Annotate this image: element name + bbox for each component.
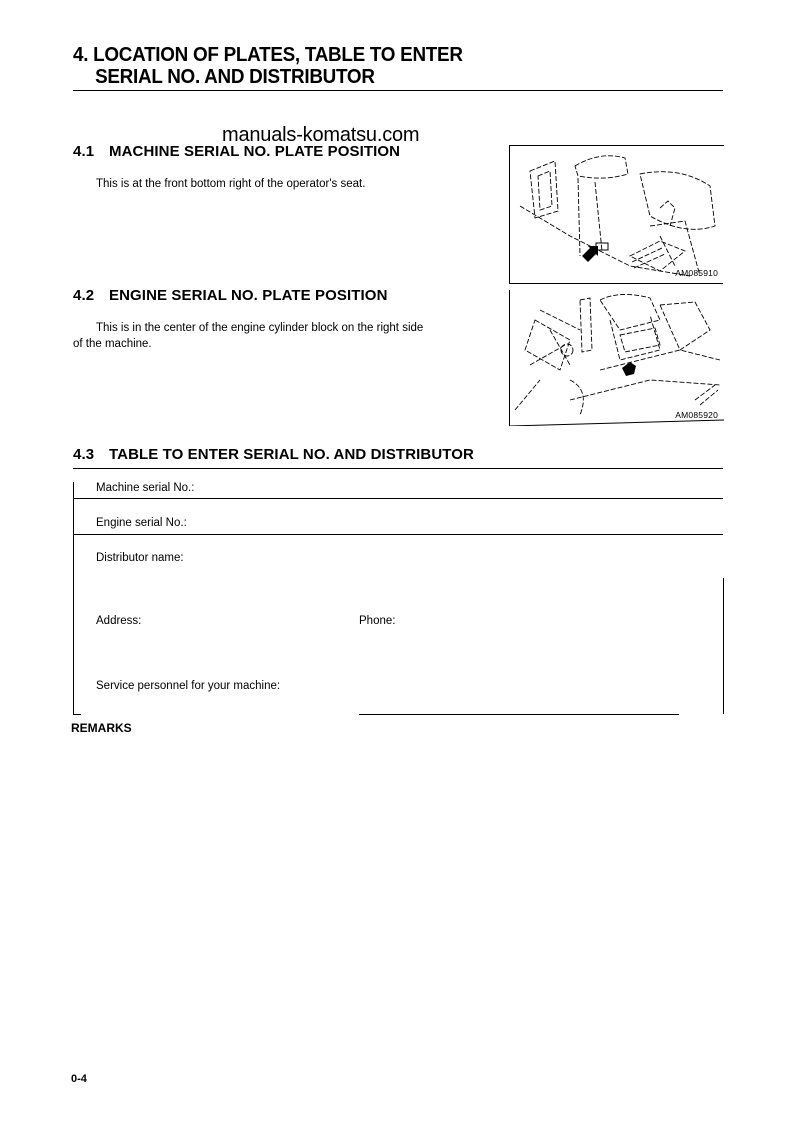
page-number: 0-4 <box>71 1073 87 1085</box>
figure-bottom-rule <box>509 283 723 284</box>
address-field[interactable] <box>96 631 346 671</box>
form-right-border <box>723 578 724 714</box>
service-personnel-label: Service personnel for your machine: <box>96 680 281 692</box>
section-heading-text: TABLE TO ENTER SERIAL NO. AND DISTRIBUTOR <box>109 446 474 463</box>
form-left-border <box>73 482 74 714</box>
page-title-line1: 4. LOCATION OF PLATES, TABLE TO ENTER <box>73 43 463 66</box>
machine-serial-label: Machine serial No.: <box>96 482 195 494</box>
machine-serial-rule <box>73 498 723 499</box>
service-personnel-field[interactable] <box>340 676 710 712</box>
engine-block-illustration-icon <box>510 290 724 426</box>
distributor-name-label: Distributor name: <box>96 552 184 564</box>
section-number: 4.3 <box>73 446 95 463</box>
phone-label: Phone: <box>359 615 396 627</box>
section-4-2-body <box>73 320 423 352</box>
figure-label: AM085920 <box>675 410 718 420</box>
engine-serial-rule <box>73 534 723 535</box>
section-4-2-body-line1: This is in the center of the engine cylinder block on the right side <box>96 322 424 334</box>
form-top-rule <box>73 468 723 469</box>
address-label: Address: <box>96 615 142 627</box>
distributor-name-field[interactable] <box>96 568 710 608</box>
page-title-line2: SERIAL NO. AND DISTRIBUTOR <box>95 65 375 88</box>
section-4-2-body-line2: of the machine. <box>73 338 152 350</box>
watermark: manuals-komatsu.com <box>222 124 420 146</box>
engine-serial-plate-figure <box>509 290 724 426</box>
section-4-1-body: This is at the front bottom right of the operator's seat. <box>96 178 366 190</box>
section-4-2-heading <box>73 287 388 304</box>
form-bottom-left-tick <box>73 714 81 715</box>
title-divider <box>73 90 723 91</box>
section-heading-text: MACHINE SERIAL NO. PLATE POSITION <box>109 143 401 160</box>
remarks-heading: REMARKS <box>71 721 132 735</box>
page-title <box>73 44 463 88</box>
operator-seat-illustration-icon <box>510 146 724 284</box>
machine-serial-plate-figure <box>509 145 724 284</box>
section-heading-text: ENGINE SERIAL NO. PLATE POSITION <box>109 287 388 304</box>
section-number: 4.1 <box>73 143 95 160</box>
figure-label: AM085910 <box>675 268 718 278</box>
service-personnel-rule <box>359 714 679 715</box>
section-4-3-heading <box>73 446 474 463</box>
engine-serial-label: Engine serial No.: <box>96 517 187 529</box>
section-number: 4.2 <box>73 287 95 304</box>
engine-serial-field[interactable] <box>220 513 710 531</box>
machine-serial-field[interactable] <box>230 478 710 496</box>
phone-field[interactable] <box>359 631 709 671</box>
